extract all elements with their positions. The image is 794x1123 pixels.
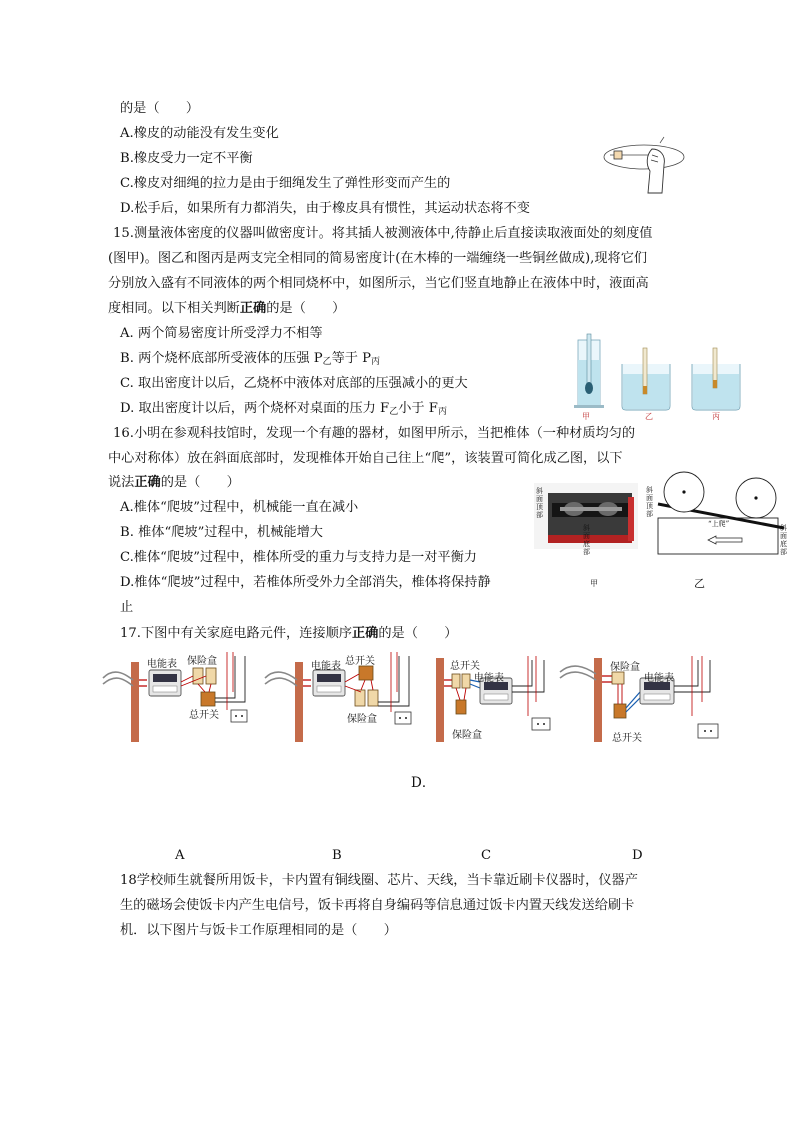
q16-diagram-label-bottom: 斜面底部 [780,524,787,556]
q18-line-1: 18学校师生就餐所用饭卡，卡内置有铜线圈、芯片、天线，当卡靠近刷卡仪器时，仪器产 [120,873,638,888]
q15-line-2: (图甲)。图乙和图丙是两支完全相同的简易密度计(在木棒的一端缠绕一些铜丝做成),现将它们 [108,251,648,266]
q17-a-fuse-label: 保险盒 [187,656,217,667]
q15-option-b: B. 两个烧杯底部所受液体的压强 $P_乙$等于 $P_丙$ [120,351,381,367]
q16-diagram-arrow-label: “上爬” [708,520,730,528]
q15-figure-hydrometers [570,330,745,420]
q17-choice-d: D [632,848,643,863]
q17-c-meter-label: 电能表 [474,673,504,684]
q17-d-switch-label: 总开关 [612,733,642,744]
q15-line-3: 分别放入盛有不同液体的两个相同烧杯中，如图所示，当它们竖直地静止在液体中时，液面高 [108,276,649,291]
q17-circuit-a [103,652,258,744]
q17-b-fuse-label: 保险盒 [347,714,377,725]
q17-choice-a: A [175,848,185,863]
q14-option-d: D.松手后，如果所有力都消失，由于橡皮具有惯性，其运动状态将不变 [120,201,530,216]
q17-c-fuse-label: 保险盒 [452,730,482,741]
q17-a-meter-label: 电能表 [147,659,177,670]
q16-diagram-label-top: 斜面顶部 [646,486,653,518]
q17-a-switch-label: 总开关 [189,710,219,721]
q17-choice-c: C [481,848,492,863]
q17-choice-b: B [332,848,342,863]
q14-stem-tail: 的是（ ） [120,101,200,116]
q16-line-1: 16.小明在参观科技馆时，发现一个有趣的器材，如图甲所示，当把椎体（一种材质均匀的 [113,426,636,441]
q16-diagram [650,470,790,558]
q14-option-c: C.橡皮对细绳的拉力是由于细绳发生了弹性形变而产生的 [120,176,451,191]
q17-circuit-c [432,652,557,744]
q15-label-jia: 甲 [582,412,590,421]
q14-option-b: B.橡皮受力一定不平衡 [120,151,253,166]
q16-option-d-cont: 止 [120,600,134,615]
q18-line-2: 生的磁场会使饭卡内产生电信号，饭卡再将自身编码等信息通过饭卡内置天线发送给刷卡 [120,898,635,913]
q17-circuit-d [560,652,730,744]
q16-option-b: B. 椎体“爬坡”过程中，机械能增大 [120,525,323,540]
q15-label-bing: 丙 [712,412,720,421]
q15-line-1: 15.测量液体密度的仪器叫做密度计。将其插人被测液体中,待静止后直接读取液面处的刻度值 [113,226,653,241]
q14-figure-swing [600,135,690,205]
q16-line-3: 说法正确的是（ ） [108,475,240,490]
q16-photo-label-top: 斜面顶部 [536,487,543,519]
q16-option-c: C.椎体“爬坡”过程中，椎体所受的重力与支持力是一对平衡力 [120,550,477,565]
q15-line-4: 度相同。以下相关判断正确的是（ ） [108,301,346,316]
q15-label-yi: 乙 [645,412,653,421]
q16-option-d: D.椎体“爬坡”过程中，若椎体所受外力全部消失，椎体将保持静 [120,575,491,590]
q15-option-a: A. 两个简易密度计所受浮力不相等 [120,326,323,341]
q15-option-d: D. 取出密度计以后，两个烧杯对桌面的压力 $F_乙$小于 $F_丙$ [120,401,447,417]
q17-circuit-b [265,652,425,744]
q16-fig-label-jia: 甲 [590,579,598,588]
q16-option-a: A.椎体“爬坡”过程中，机械能一直在减小 [120,500,359,515]
q17-b-meter-label: 电能表 [311,661,341,672]
q16-photo-label-bottom: 斜面底部 [583,524,590,556]
q17-d-fuse-label: 保险盒 [610,662,640,673]
q16-line-2: 中心对称体）放在斜面底部时，发现椎体开始自己往上“爬”，该装置可简化成乙图，以下 [108,451,623,466]
q17-b-switch-label: 总开关 [345,656,375,667]
q17-c-switch-label: 总开关 [450,661,480,672]
q15-option-c: C. 取出密度计以后，乙烧杯中液体对底部的压强减小的更大 [120,376,468,391]
q18-line-3: 机．以下图片与饭卡工作原理相同的是（ ） [120,923,397,938]
q14-option-a: A.橡皮的动能没有发生变化 [120,126,279,141]
q16-fig-label-yi: 乙 [694,577,705,590]
q17-stem: 17.下图中有关家庭电路元件，连接顺序正确的是（ ） [120,626,458,641]
q17-stray-label: D． [411,775,436,791]
q17-d-meter-label: 电能表 [644,673,674,684]
